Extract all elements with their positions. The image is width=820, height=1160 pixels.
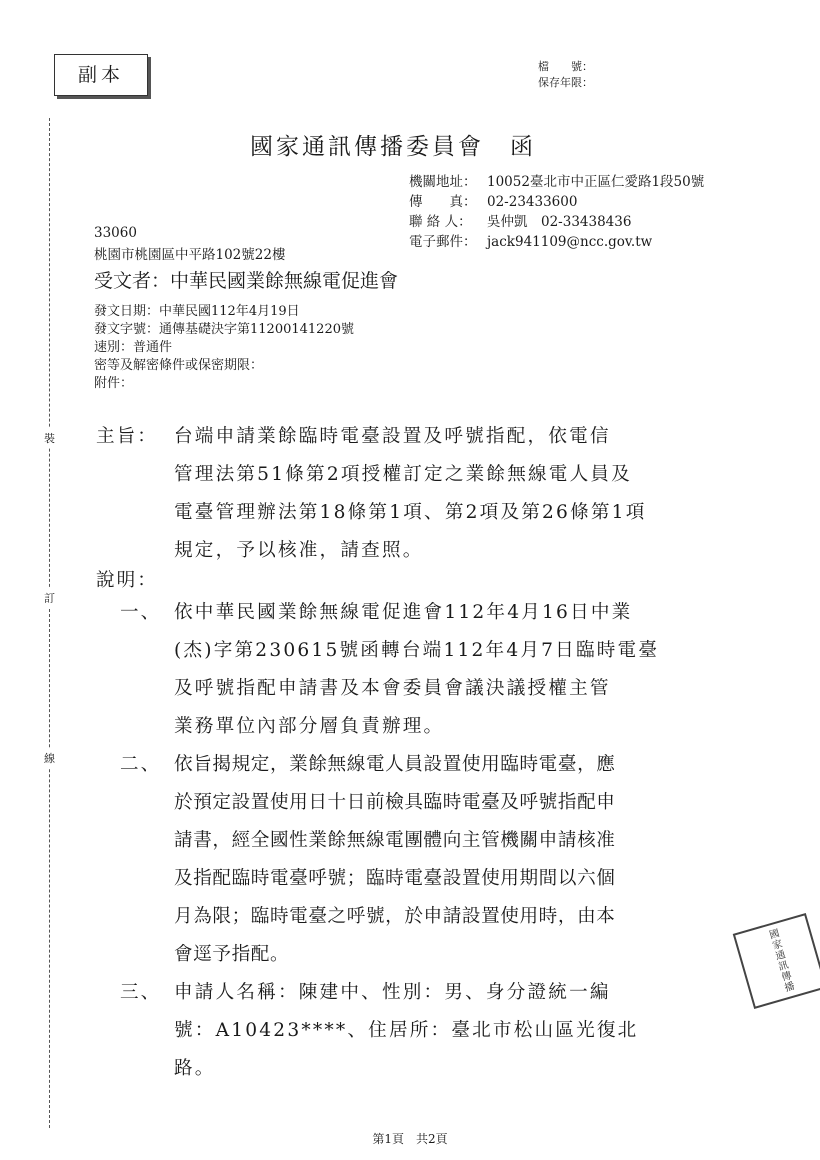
item-line: 號：A10423****、住居所：臺北市松山區光復北 bbox=[174, 1020, 639, 1041]
item-line: 於預定設置使用日十日前檢具臨時電臺及呼號指配申 bbox=[174, 792, 616, 813]
copy-mark: 副本 bbox=[54, 54, 148, 96]
page-number: 第1頁 共2頁 bbox=[372, 1132, 448, 1146]
subject-line: 台端申請業餘臨時電臺設置及呼號指配，依電信 bbox=[174, 426, 611, 447]
contact-fax-value: 02-23433600 bbox=[487, 194, 578, 210]
item-line: 業務單位內部分層負責辦理。 bbox=[174, 716, 445, 737]
explanation-label: 說明： bbox=[96, 570, 158, 591]
recipient: 受文者：中華民國業餘無線電促進會 bbox=[94, 270, 399, 292]
contact-person-value: 吳仲凱 02-33438436 bbox=[487, 214, 632, 230]
subject-line: 管理法第51條第2項授權訂定之業餘無線電人員及 bbox=[174, 464, 632, 485]
file-number-label: 檔 號： bbox=[538, 60, 593, 73]
item-number: 三、 bbox=[120, 982, 162, 1003]
item-line: 依中華民國業餘無線電促進會112年4月16日中業 bbox=[174, 602, 633, 623]
retention-label: 保存年限： bbox=[538, 76, 593, 89]
item-line: 會逕予指配。 bbox=[174, 944, 290, 965]
contact-fax-label: 傳 真： bbox=[409, 194, 477, 210]
contact-person-label: 聯 絡 人： bbox=[409, 214, 472, 230]
item-number: 二、 bbox=[120, 754, 162, 775]
contact-address-value: 10052臺北市中正區仁愛路1段50號 bbox=[487, 174, 705, 190]
item-line: (杰)字第230615號函轉台端112年4月7日臨時電臺 bbox=[174, 640, 660, 661]
subject-label: 主旨： bbox=[96, 426, 158, 447]
item-line: 請書，經全國性業餘無線電團體向主管機關申請核准 bbox=[174, 830, 616, 851]
binding-mark-staple: 訂 bbox=[44, 588, 55, 608]
item-line: 及呼號指配申請書及本會委員會議決議授權主管 bbox=[174, 678, 611, 699]
contact-address bbox=[409, 170, 704, 190]
document-number: 發文字號：通傳基礎決字第11200141220號 bbox=[94, 322, 354, 337]
item-line: 依旨揭規定，業餘無線電人員設置使用臨時電臺，應 bbox=[174, 754, 616, 775]
contact-fax bbox=[409, 190, 577, 210]
item-line: 申請人名稱：陳建中、性別：男、身分證統一編 bbox=[174, 982, 611, 1003]
secrecy-level: 密等及解密條件或保密期限： bbox=[94, 358, 264, 373]
binding-mark-bind: 裝 bbox=[44, 428, 55, 448]
item-line: 月為限；臨時電臺之呼號，於申請設置使用時，由本 bbox=[174, 906, 616, 927]
contact-email-label: 電子郵件： bbox=[409, 234, 477, 250]
recipient-address: 桃園市桃園區中平路102號22樓 bbox=[94, 247, 286, 263]
contact-person bbox=[409, 210, 631, 230]
item-line: 路。 bbox=[174, 1058, 216, 1079]
receipt-stamp: 國家通訊傳播 bbox=[733, 913, 820, 1009]
document-title: 國家通訊傳播委員會 函 bbox=[250, 134, 536, 160]
attachment: 附件： bbox=[94, 376, 134, 391]
item-line: 及指配臨時電臺呼號；臨時電臺設置使用期間以六個 bbox=[174, 868, 616, 889]
postal-code: 33060 bbox=[94, 225, 137, 241]
contact-address-label: 機關地址： bbox=[409, 174, 477, 190]
delivery-speed: 速別：普通件 bbox=[94, 340, 173, 355]
binding-line bbox=[49, 118, 50, 1128]
subject-line: 規定，予以核准，請查照。 bbox=[174, 540, 424, 561]
subject-line: 電臺管理辦法第18條第1項、第2項及第26條第1項 bbox=[174, 502, 647, 523]
item-number: 一、 bbox=[120, 602, 162, 623]
issue-date: 發文日期：中華民國112年4月19日 bbox=[94, 304, 300, 319]
binding-mark-line: 線 bbox=[44, 748, 55, 768]
contact-email-value: jack941109@ncc.gov.tw bbox=[487, 234, 653, 250]
contact-email bbox=[409, 230, 652, 250]
